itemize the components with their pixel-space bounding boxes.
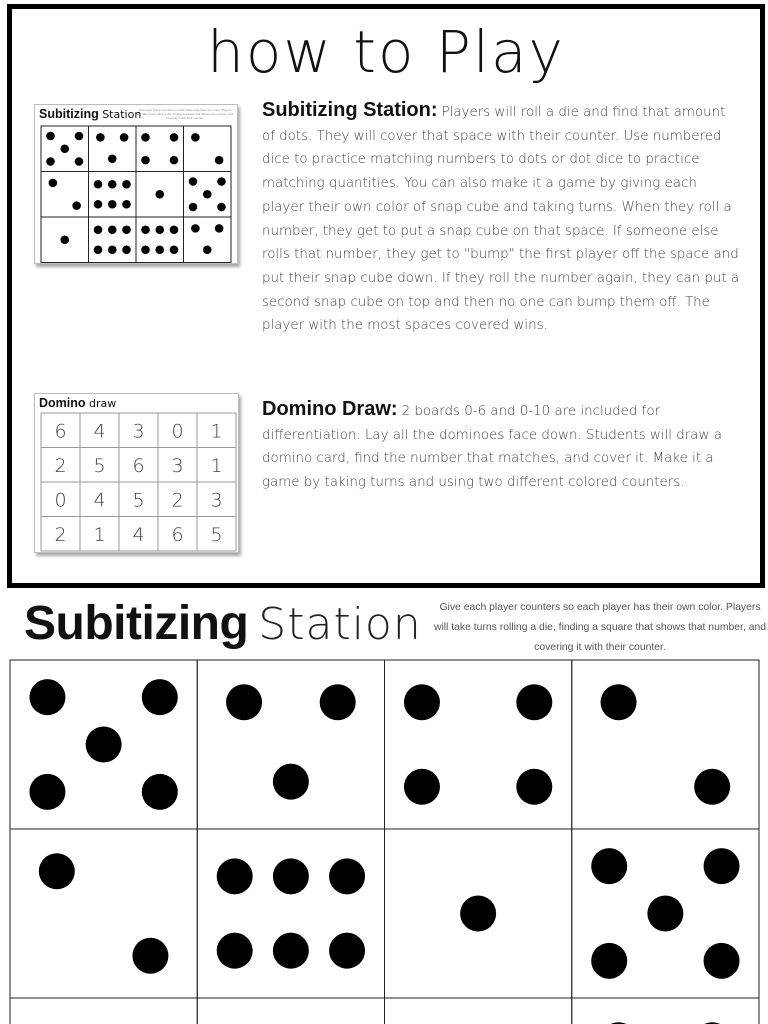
board-dot	[226, 684, 262, 720]
board-dot	[591, 848, 627, 884]
board-dot	[273, 764, 309, 800]
domino-grid-number: 6	[171, 523, 184, 546]
domino-thumbnail-title-light: draw	[89, 397, 117, 410]
subitizing-heading: Subitizing Station:	[262, 99, 438, 121]
board-cell	[385, 660, 572, 829]
board-cell	[197, 998, 384, 1024]
domino-grid-number: 5	[132, 489, 145, 512]
domino-grid-number: 1	[210, 420, 223, 443]
domino-grid-number: 2	[171, 489, 184, 512]
board-dot	[460, 896, 496, 932]
subitizing-page-title-light: Station	[258, 599, 422, 650]
domino-grid-number: 2	[54, 523, 67, 546]
board-dot	[29, 679, 65, 715]
board-dot	[404, 684, 440, 720]
board-cell	[572, 660, 759, 829]
domino-grid-number: 6	[54, 420, 67, 443]
board-dot	[647, 896, 683, 932]
domino-body: 2 boards 0-6 and 0-10 are included for differentiation. Lay all the dominoes face down. Students will draw a domino card, find the number that matches, and cover it. Make it a game by taking turns and using two different colored counters.	[262, 404, 722, 491]
board-dot	[404, 769, 440, 805]
board-dot	[320, 684, 356, 720]
domino-grid-number: 0	[54, 489, 67, 512]
domino-grid-number: 6	[132, 454, 145, 477]
board-dot	[29, 774, 65, 810]
domino-grid-number: 4	[93, 420, 106, 443]
board-cell	[385, 998, 572, 1024]
domino-grid-number: 1	[210, 454, 223, 477]
board-dot	[329, 858, 365, 894]
domino-grid-number: 1	[93, 523, 106, 546]
board-dot	[132, 938, 168, 974]
subitizing-page-title-bold: Subitizing	[24, 597, 249, 650]
board-dot	[39, 853, 75, 889]
board-dot	[142, 679, 178, 715]
domino-grid-number: 3	[132, 420, 145, 443]
board-dot	[142, 774, 178, 810]
board-dot	[217, 858, 253, 894]
board-cell	[10, 829, 197, 998]
board-cell	[197, 660, 384, 829]
board-dot	[217, 933, 253, 969]
domino-grid-number: 4	[93, 489, 106, 512]
domino-heading: Domino Draw:	[262, 398, 398, 420]
board-dot	[516, 684, 552, 720]
domino-grid-number: 3	[171, 454, 184, 477]
board-cell	[197, 829, 384, 998]
domino-thumbnail-title-bold: Domino	[39, 396, 86, 410]
domino-grid-number: 3	[210, 489, 223, 512]
domino-grid-number: 0	[171, 420, 184, 443]
board-dot	[516, 769, 552, 805]
board-dot	[329, 933, 365, 969]
board-dot	[273, 933, 309, 969]
board-dot	[694, 769, 730, 805]
subitizing-thumbnail-title-light: Station	[102, 108, 142, 121]
domino-grid-number: 5	[93, 454, 106, 477]
domino-grid-number: 4	[132, 523, 145, 546]
board-dot	[591, 943, 627, 979]
board-dot	[86, 727, 122, 763]
subitizing-thumbnail-title-bold: Subitizing	[39, 107, 99, 121]
page-title: how to Play	[207, 18, 565, 86]
board-cell	[10, 998, 197, 1024]
subitizing-page-instructions: Give each player counters so each player has their own color. Players will take turns rolling a die, finding a square that shows that number, and covering it with their counter.	[433, 602, 767, 653]
subitizing-thumbnail-instructions: Give each player counters so each player has their own color. Players will take turns rolling a die, finding a square that shows that number, and covering it with their counter.	[137, 108, 233, 120]
domino-grid-number: 5	[210, 523, 223, 546]
board-dot	[273, 858, 309, 894]
board-cell	[572, 998, 759, 1024]
board-dot	[704, 848, 740, 884]
subitizing-body: Players will roll a die and find that amount of dots. They will cover that space with their counter. Use numbered dice to practice matching numbers to dots or dot dice to practice matching quantities. You can also make it a game by giving each player their own color of snap cube and taking turns. When they roll a number, they get to put a snap cube on that space. If someone else rolls that number, they get to "bump" the first player off the space and put their snap cube down. If they roll the number again, they can put a second snap cube on top and then no one can bump them off. The player with the most spaces covered wins.	[262, 105, 740, 334]
board-dot	[601, 684, 637, 720]
domino-grid-number: 2	[54, 454, 67, 477]
board-dot	[704, 943, 740, 979]
